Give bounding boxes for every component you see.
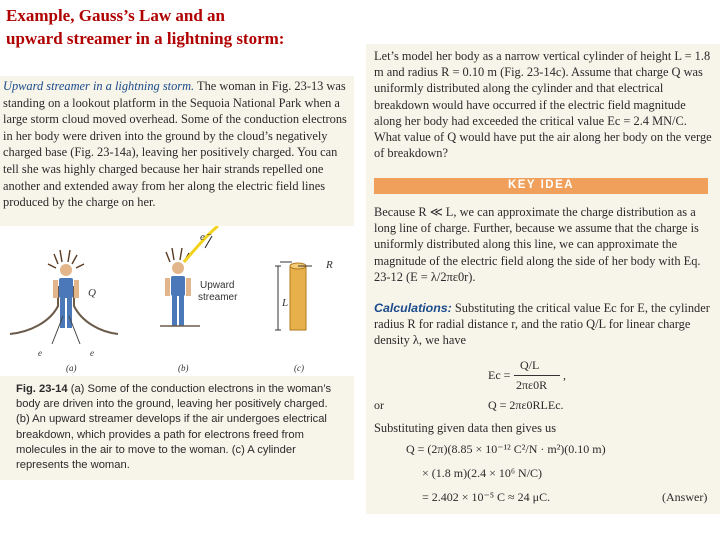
- equation-1-numerator: Q/L: [520, 358, 540, 372]
- slide-title: [6, 4, 346, 50]
- calculations-text: Substituting the critical value Ec for E, the cylinder radius R for radial distance r, and the ratio Q/L for linear charge density λ, we have: [374, 301, 710, 348]
- cylinder-model-c: [275, 262, 312, 330]
- equation-1-lhs: Ec =: [488, 368, 511, 382]
- label-r: R: [326, 259, 333, 271]
- label-e2: e: [90, 348, 94, 358]
- equation-3-line1: Q = (2π)(8.85 × 10⁻¹² C²/N · m²)(0.10 m): [406, 442, 606, 456]
- problem-statement: Let’s model her body as a narrow vertical cylinder of height L = 1.8 m and radius R = 0.10 m (Fig. 23-14c). Assume that charge Q was uniformly distributed along the cylinder and that electrical breakdown would have occurred if the electric field magnitude along her body had exceeded the critical value Ec = 2.4 MN/C. What value of Q would have put the air along her body on the verge of breakdown?: [374, 49, 712, 161]
- figure-number: Fig. 23-14: [16, 383, 68, 395]
- sublabel-a: (a): [66, 363, 77, 373]
- answer-tag: (Answer): [662, 490, 708, 504]
- right-textbook-panel: [366, 44, 720, 514]
- woman-figure-a: [48, 250, 84, 344]
- key-idea-label: KEY IDEA: [507, 179, 575, 191]
- key-idea-text: Because R ≪ L, we can approximate the charge distribution as a long line of charge. Further, because we assume that the charge is uniformly distributed along this line, we can approximate the magnitude of the electric field along the side of her body with Eq. 23-12 (E = λ/2πε0r).: [374, 205, 701, 284]
- equation-3-line2: × (1.8 m)(2.4 × 10⁶ N/C): [422, 466, 543, 480]
- or-word: or: [374, 398, 384, 412]
- equation-3-line3: = 2.402 × 10⁻⁵ C ≈ 24 μC.: [422, 490, 551, 504]
- intro-body: The woman in Fig. 23-13 was standing on a lookout platform in the Sequoia National Park when a large storm cloud moved overhead. Some of the conduction electrons in her body were driven into the ground by the cloud’s negatively charged base (Fig. 23-14a), leaving her positively charged. You can tell she was highly charged because her hair strands repelled one another and extended away from her along the electric field lines produced by the charge on her.: [3, 79, 347, 210]
- calculations-paragraph: [374, 300, 716, 349]
- slide-title-line1: Example, Gauss’s Law and an: [6, 6, 226, 25]
- figure-caption-text: (a) Some of the conduction electrons in the woman’s body are driven into the ground, leaving her positively charged. (b) An upward streamer develops if the air undergoes electrical breakdown, which provides a path for electrons freed from molecules in the air to move to the woman. (c) A cylinder represents the woman.: [16, 383, 332, 472]
- fraction-bar: [514, 375, 560, 376]
- sublabel-c: (c): [294, 363, 304, 373]
- label-q: Q: [88, 287, 96, 299]
- intro-paragraph: [3, 78, 353, 211]
- substitution-text: Substituting given data then gives us: [374, 421, 557, 435]
- label-e-minus: e⁻: [200, 231, 211, 243]
- figure-23-14: [0, 226, 354, 376]
- label-e1: e: [38, 348, 42, 358]
- figure-drawing: [0, 226, 354, 376]
- label-upward: Upward: [200, 280, 235, 291]
- woman-figure-b: [160, 248, 200, 326]
- key-idea-bar: [374, 178, 708, 194]
- left-textbook-panel: [0, 76, 354, 480]
- slide-title-line2: upward streamer in a lightning storm:: [6, 29, 285, 48]
- figure-caption: [16, 382, 336, 473]
- equation-2: Q = 2πε0RLEc.: [488, 398, 564, 412]
- equation-1-end: ,: [563, 368, 566, 382]
- label-streamer: streamer: [198, 292, 238, 303]
- intro-heading: Upward streamer in a lightning storm.: [3, 79, 195, 93]
- calculations-heading: Calculations:: [374, 301, 452, 315]
- equation-1-denominator: 2πε0R: [516, 378, 548, 392]
- label-l: L: [282, 297, 289, 309]
- sublabel-b: (b): [178, 363, 189, 373]
